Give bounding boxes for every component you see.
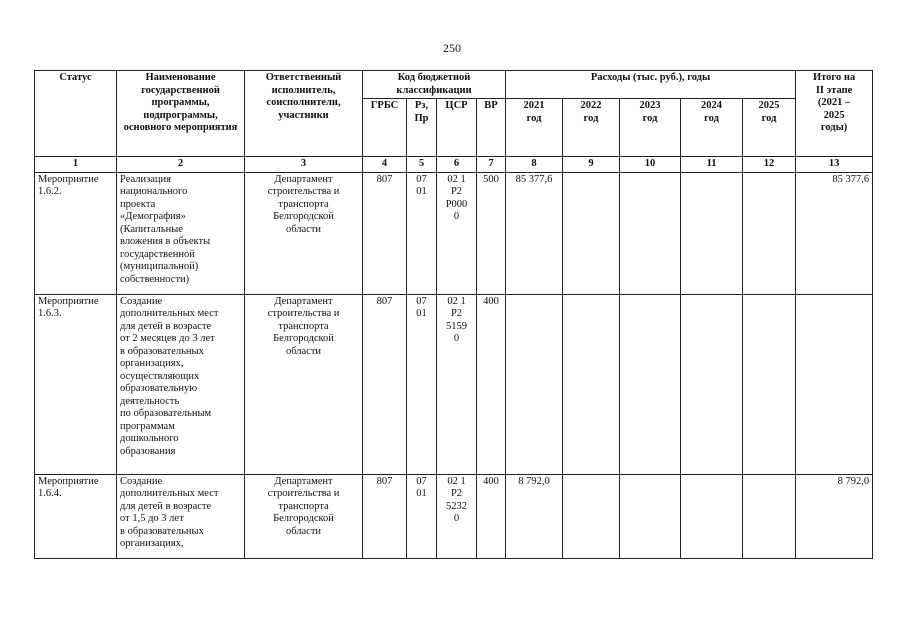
column-number-row (35, 157, 873, 173)
col-num: 7 (477, 157, 506, 173)
row-2022 (563, 172, 620, 294)
row-rzpr: 07 01 (407, 474, 437, 558)
row-grbs: 807 (363, 172, 407, 294)
row-2021: 8 792,0 (506, 474, 563, 558)
row-total: 8 792,0 (796, 474, 873, 558)
col-num: 13 (796, 157, 873, 173)
header-2021: 2021 год (506, 99, 563, 157)
row-grbs: 807 (363, 294, 407, 474)
col-num: 10 (620, 157, 681, 173)
header-csr: ЦСР (437, 99, 477, 157)
row-csr: 02 1 Р2 5232 0 (437, 474, 477, 558)
row-vr: 500 (477, 172, 506, 294)
budget-table (34, 70, 873, 559)
col-num: 2 (117, 157, 245, 173)
header-executor: Ответственный исполнитель, соисполнители, участники (245, 71, 363, 157)
col-num: 3 (245, 157, 363, 173)
col-num: 1 (35, 157, 117, 173)
col-num: 6 (437, 157, 477, 173)
row-vr: 400 (477, 474, 506, 558)
row-vr: 400 (477, 294, 506, 474)
row-name: Создание дополнительных мест для детей в возрасте от 1,5 до 3 лет в образовательных организациях, (117, 474, 245, 558)
row-2024 (681, 294, 743, 474)
table-row (35, 172, 873, 294)
row-executor: Департамент строительства и транспорта Белгородской области (245, 294, 363, 474)
row-rzpr: 07 01 (407, 172, 437, 294)
row-grbs: 807 (363, 474, 407, 558)
row-total: 85 377,6 (796, 172, 873, 294)
row-csr: 02 1 Р2 Р000 0 (437, 172, 477, 294)
row-executor: Департамент строительства и транспорта Белгородской области (245, 474, 363, 558)
header-rzpr: Рз, Пр (407, 99, 437, 157)
col-num: 9 (563, 157, 620, 173)
row-2023 (620, 172, 681, 294)
header-vr: ВР (477, 99, 506, 157)
row-2025 (743, 474, 796, 558)
header-2023: 2023 год (620, 99, 681, 157)
table-row (35, 294, 873, 474)
row-2025 (743, 294, 796, 474)
col-num: 12 (743, 157, 796, 173)
page-number: 250 (443, 41, 461, 55)
row-2023 (620, 294, 681, 474)
header-budget-code: Код бюджетной классификации (363, 71, 506, 99)
row-name: Реализация национального проекта «Демография» (Капитальные вложения в объекты государственной (муниципальной) собственности) (117, 172, 245, 294)
row-2023 (620, 474, 681, 558)
row-2025 (743, 172, 796, 294)
col-num: 8 (506, 157, 563, 173)
header-2024: 2024 год (681, 99, 743, 157)
row-2024 (681, 172, 743, 294)
header-2022: 2022 год (563, 99, 620, 157)
header-status: Статус (35, 71, 117, 157)
header-name: Наименование государственной программы, подпрограммы, основного мероприятия (117, 71, 245, 157)
table-row (35, 474, 873, 558)
row-status: Мероприятие 1.6.2. (35, 172, 117, 294)
header-grbs: ГРБС (363, 99, 407, 157)
header-2025: 2025 год (743, 99, 796, 157)
row-executor: Департамент строительства и транспорта Белгородской области (245, 172, 363, 294)
row-status: Мероприятие 1.6.3. (35, 294, 117, 474)
row-2022 (563, 474, 620, 558)
row-status: Мероприятие 1.6.4. (35, 474, 117, 558)
row-2021 (506, 294, 563, 474)
row-2021: 85 377,6 (506, 172, 563, 294)
row-2022 (563, 294, 620, 474)
row-csr: 02 1 Р2 5159 0 (437, 294, 477, 474)
header-total: Итого на II этапе (2021 – 2025 годы) (796, 71, 873, 157)
header-expenses: Расходы (тыс. руб.), годы (506, 71, 796, 99)
col-num: 5 (407, 157, 437, 173)
row-2024 (681, 474, 743, 558)
col-num: 4 (363, 157, 407, 173)
row-rzpr: 07 01 (407, 294, 437, 474)
col-num: 11 (681, 157, 743, 173)
row-total (796, 294, 873, 474)
row-name: Создание дополнительных мест для детей в возрасте от 2 месяцев до 3 лет в образовательных организациях, осуществляющих образовательную деятельность по образовательным программам дошкольного образования (117, 294, 245, 474)
